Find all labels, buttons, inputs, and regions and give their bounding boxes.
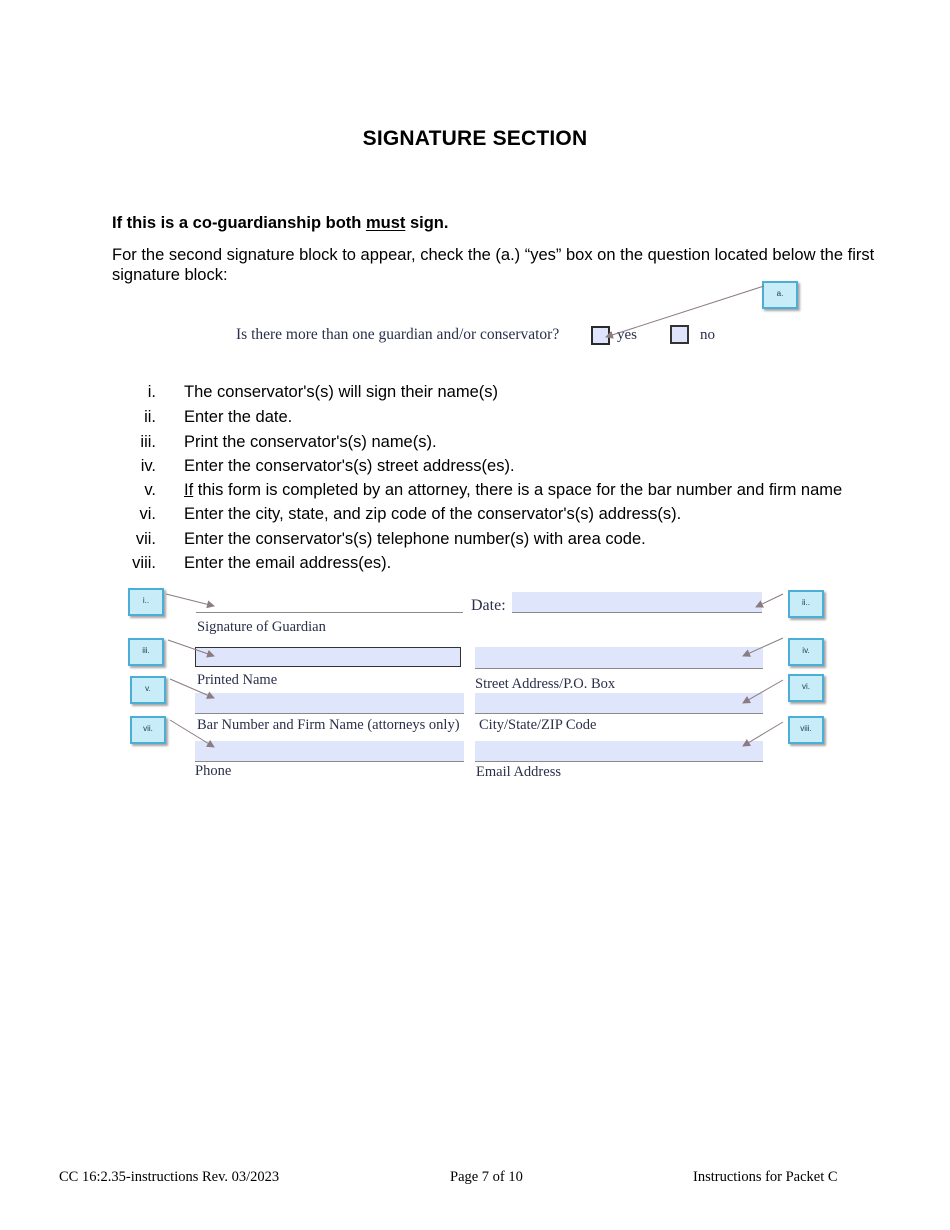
lead-emphasis: must — [365, 214, 406, 232]
page-title: SIGNATURE SECTION — [362, 127, 588, 150]
step-text: Print the conservator's(s) name(s). — [184, 433, 437, 451]
callout-a: a. — [762, 281, 798, 309]
yes-checkbox[interactable] — [591, 326, 610, 345]
callout-i: i.. — [128, 588, 164, 616]
step-text: The conservator's(s) will sign their name(s) — [184, 383, 498, 401]
street-field[interactable] — [475, 647, 763, 668]
phone-field[interactable] — [195, 741, 464, 761]
step-number: vii. — [135, 530, 156, 548]
signature-label: Signature of Guardian — [197, 619, 326, 635]
step-lead: If — [184, 481, 194, 499]
callout-v: v. — [130, 676, 166, 704]
street-label: Street Address/P.O. Box — [475, 676, 616, 692]
no-label: no — [700, 327, 715, 343]
signature-line — [196, 612, 463, 613]
lead-after: sign. — [405, 214, 449, 232]
printed-name-label: Printed Name — [197, 672, 278, 688]
email-line — [475, 761, 763, 762]
yes-label: yes — [617, 327, 637, 343]
step-text: Enter the conservator's(s) street address(es). — [184, 457, 515, 475]
co-guardianship-note — [112, 214, 448, 233]
step-number: iv. — [140, 457, 156, 475]
city-line — [475, 713, 763, 714]
date-field[interactable] — [512, 592, 762, 612]
callout-ii: ii.. — [788, 590, 824, 618]
step-number: viii. — [132, 554, 156, 572]
callout-iv: iv. — [788, 638, 824, 666]
phone-line — [195, 761, 464, 762]
no-checkbox[interactable] — [670, 325, 689, 344]
step-number: vi. — [139, 505, 156, 523]
footer-packet: Instructions for Packet C — [693, 1169, 838, 1185]
city-label: City/State/ZIP Code — [479, 717, 597, 733]
step-number: ii. — [144, 408, 156, 426]
bar-number-field[interactable] — [195, 693, 464, 713]
street-line — [475, 668, 763, 669]
city-field[interactable] — [475, 693, 763, 713]
step-text: Enter the city, state, and zip code of the conservator's(s) address(s). — [184, 505, 682, 523]
callout-viii: viii. — [788, 716, 824, 744]
phone-label: Phone — [195, 763, 232, 779]
lead-before: If this is a co-guardianship both — [112, 214, 366, 232]
step-rest: this form is completed by an attorney, there is a space for the bar number and firm name — [193, 481, 843, 499]
callout-vi: vi. — [788, 674, 824, 702]
arrow-i — [166, 594, 214, 606]
email-label: Email Address — [476, 764, 561, 780]
callout-vii: vii. — [130, 716, 166, 744]
email-field[interactable] — [475, 741, 763, 761]
instruction-paragraph: For the second signature block to appear, check the (a.) “yes” box on the question located below the first signature block: — [112, 246, 875, 284]
guardian-question: Is there more than one guardian and/or conservator? — [236, 326, 560, 343]
date-line — [512, 612, 762, 613]
bar-number-label: Bar Number and Firm Name (attorneys only) — [197, 717, 460, 733]
step-text: Enter the date. — [184, 408, 293, 426]
step-text: Enter the email address(es). — [184, 554, 392, 572]
step-text: Enter the conservator's(s) telephone number(s) with area code. — [184, 530, 646, 548]
step-number: i. — [147, 383, 156, 401]
printed-name-field[interactable] — [195, 647, 461, 667]
date-label: Date: — [471, 597, 506, 614]
footer-form-id: CC 16:2.35-instructions Rev. 03/2023 — [59, 1169, 280, 1185]
bar-number-line — [195, 713, 464, 714]
footer-page-number: Page 7 of 10 — [450, 1169, 523, 1185]
step-number: iii. — [140, 433, 156, 451]
step-text — [184, 481, 842, 500]
callout-iii: iii. — [128, 638, 164, 666]
step-number: v. — [144, 481, 156, 499]
